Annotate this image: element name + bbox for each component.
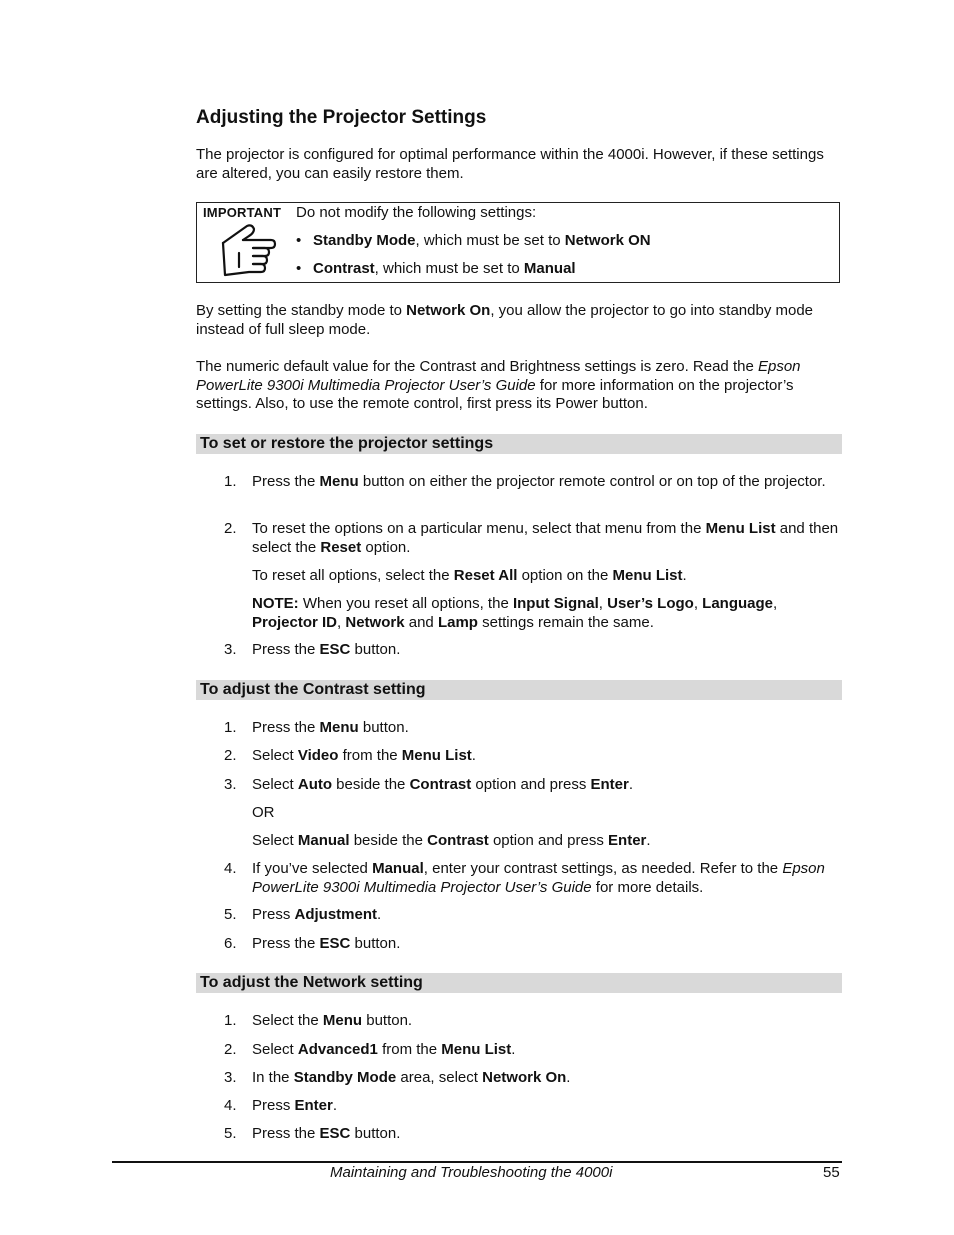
footer-rule (112, 1161, 842, 1163)
footer-title: Maintaining and Troubleshooting the 4000i (330, 1164, 613, 1181)
step-detail: Select Manual beside the Contrast option and press Enter. (252, 832, 651, 849)
intro-paragraph: The projector is configured for optimal performance within the 4000i. However, if these settings are altered, you can easily restore them. (196, 146, 824, 182)
default-value-paragraph: The numeric default value for the Contrast and Brightness settings is zero. Read the Epson PowerLite 9300i Multimedia Projector User’s Guide for more information on the projector’s settings. Also, to use the remote control, first press its Power button. (196, 358, 801, 412)
bullet: • (296, 260, 302, 277)
bullet: • (296, 232, 302, 249)
section-heading: To adjust the Network setting (196, 973, 842, 993)
page-title: Adjusting the Projector Settings (196, 107, 487, 128)
section-heading: To set or restore the projector settings (196, 434, 842, 454)
pointing-hand-icon (219, 223, 277, 281)
note: NOTE: When you reset all options, the Input Signal, User’s Logo, Language, Projector ID, Network and Lamp settings remain the same. (252, 595, 778, 631)
important-label: IMPORTANT (203, 205, 282, 220)
page-number: 55 (823, 1164, 840, 1181)
standby-paragraph: By setting the standby mode to Network On, you allow the projector to go into standby mode instead of full sleep mode. (196, 302, 814, 338)
important-lead: Do not modify the following settings: (296, 204, 537, 221)
or-text: OR (252, 804, 275, 821)
important-text (296, 204, 826, 288)
important-box (196, 202, 840, 283)
step-detail: To reset all options, select the Reset All option on the Menu List. (252, 567, 687, 584)
important-item: • Contrast, which must be set to Manual (296, 260, 576, 277)
section-heading: To adjust the Contrast setting (196, 680, 842, 700)
important-item: • Standby Mode, which must be set to Network ON (296, 232, 651, 249)
